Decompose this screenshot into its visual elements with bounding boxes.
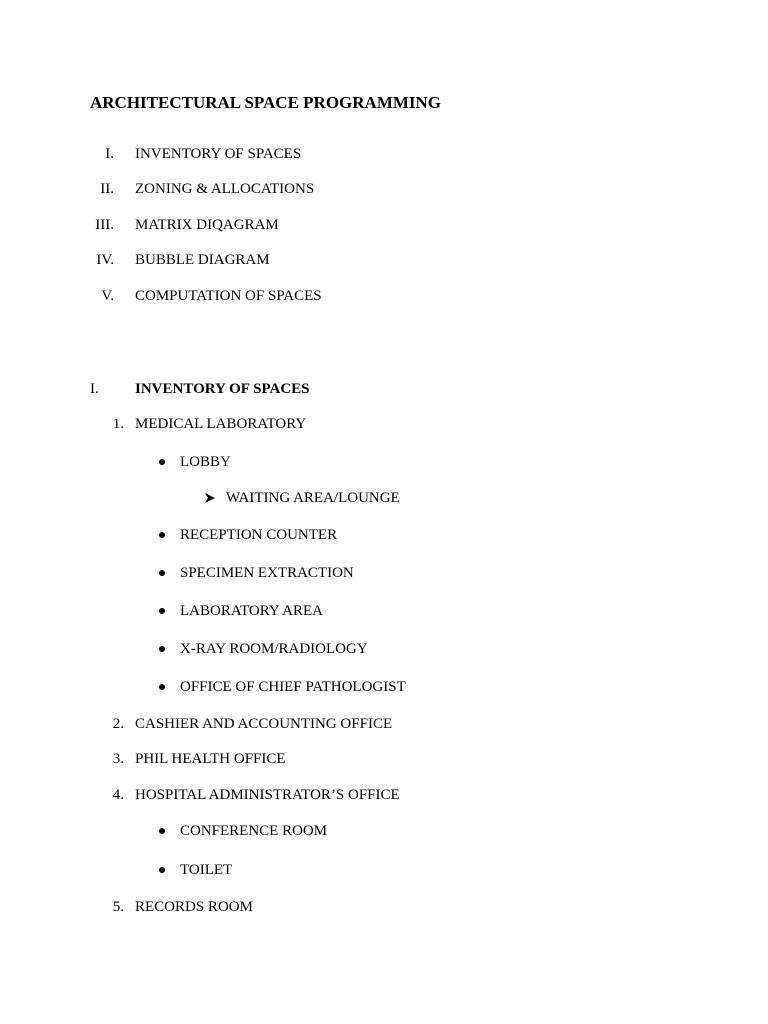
bullet-icon bbox=[159, 532, 165, 538]
item-label: PHIL HEALTH OFFICE bbox=[135, 751, 286, 767]
bullet-icon bbox=[159, 867, 165, 873]
bullet-label: LOBBY bbox=[180, 454, 231, 470]
page-title: ARCHITECTURAL SPACE PROGRAMMING bbox=[90, 93, 442, 112]
bullet-icon bbox=[159, 684, 165, 690]
bullet-icon bbox=[159, 459, 165, 465]
item-label: MEDICAL LABORATORY bbox=[135, 416, 307, 432]
bullet-icon bbox=[159, 570, 165, 576]
bullet-label: LABORATORY AREA bbox=[180, 603, 323, 619]
toc-label: MATRIX DIQAGRAM bbox=[135, 217, 279, 233]
arrowhead-icon bbox=[204, 492, 216, 504]
toc-label: ZONING & ALLOCATIONS bbox=[135, 181, 315, 197]
item-number: 1. bbox=[112, 416, 124, 432]
item-number: 3. bbox=[112, 751, 124, 767]
sub-bullet-label: WAITING AREA/LOUNGE bbox=[226, 490, 400, 506]
bullet-label: RECEPTION COUNTER bbox=[180, 527, 338, 543]
toc-numeral: V. bbox=[101, 288, 114, 304]
toc-numeral: I. bbox=[105, 146, 114, 162]
item-number: 2. bbox=[112, 716, 124, 732]
bullet-icon bbox=[159, 608, 165, 614]
item-label: HOSPITAL ADMINISTRATOR’S OFFICE bbox=[135, 787, 400, 803]
bullet-icon bbox=[159, 646, 165, 652]
section-title: INVENTORY OF SPACES bbox=[135, 381, 310, 397]
bullet-label: X-RAY ROOM/RADIOLOGY bbox=[180, 641, 368, 657]
item-number: 4. bbox=[112, 787, 124, 803]
toc-label: COMPUTATION OF SPACES bbox=[135, 288, 322, 304]
item-number: 5. bbox=[112, 899, 124, 915]
section-numeral: I. bbox=[90, 381, 99, 397]
bullet-icon bbox=[159, 828, 165, 834]
toc-numeral: II. bbox=[100, 181, 114, 197]
toc-label: INVENTORY OF SPACES bbox=[135, 146, 302, 162]
bullet-label: TOILET bbox=[180, 862, 233, 878]
item-label: RECORDS ROOM bbox=[135, 899, 253, 915]
item-label: CASHIER AND ACCOUNTING OFFICE bbox=[135, 716, 393, 732]
toc-numeral: IV. bbox=[96, 252, 114, 268]
toc-numeral: III. bbox=[95, 217, 114, 233]
toc-label: BUBBLE DIAGRAM bbox=[135, 252, 270, 268]
bullet-label: CONFERENCE ROOM bbox=[180, 823, 328, 839]
bullet-label: OFFICE OF CHIEF PATHOLOGIST bbox=[180, 679, 406, 695]
bullet-label: SPECIMEN EXTRACTION bbox=[180, 565, 354, 581]
